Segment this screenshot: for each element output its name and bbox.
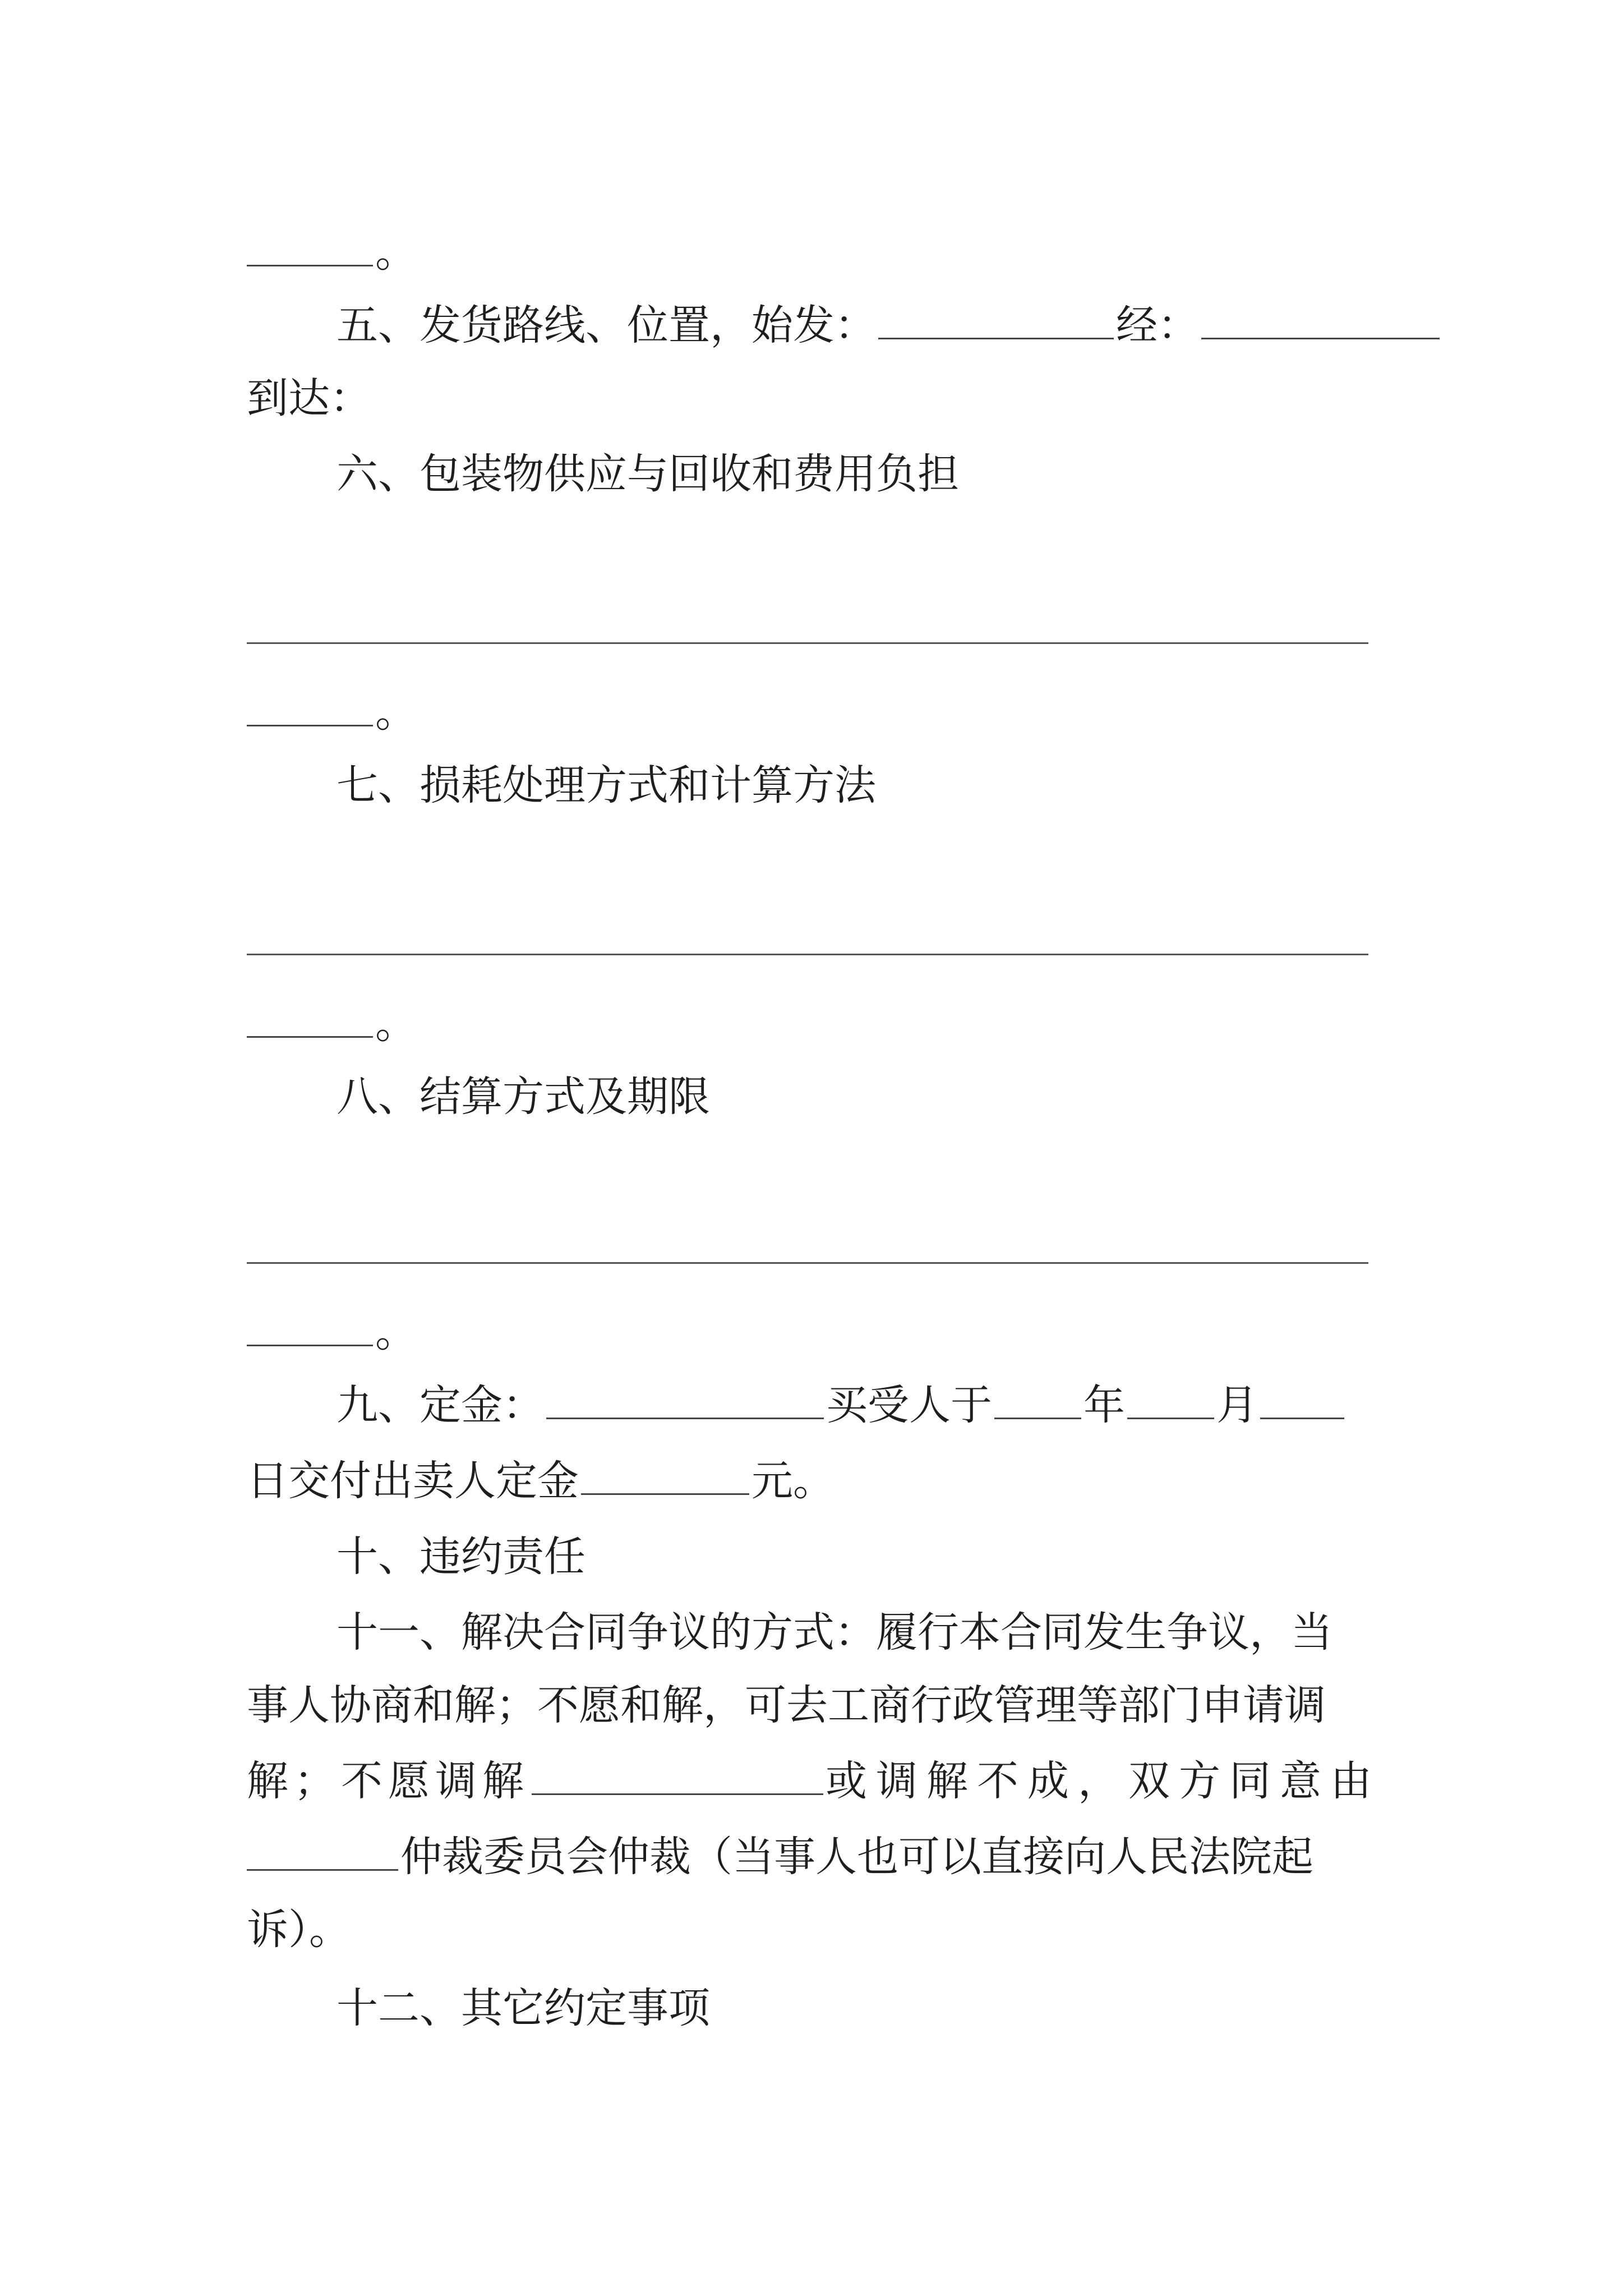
clause-11-text: 事人协商和解；不愿和解，可去工商行政管理等部门申请调 <box>247 1681 1326 1729</box>
clause-12-text: 十二、其它约定事项 <box>336 1984 710 2032</box>
month-blank <box>1127 1384 1214 1419</box>
clause-11-text: 仲裁委员会仲裁（当事人也可以直接向人民法院起 <box>400 1833 1313 1881</box>
period-text: 。 <box>375 228 417 277</box>
doc-line-6 <box>247 684 417 740</box>
clause-5-line <box>336 297 1442 353</box>
via-blank <box>1201 304 1440 339</box>
month-label: 月 <box>1216 1381 1258 1429</box>
fill-blank <box>247 231 373 266</box>
clause-8-heading <box>336 1069 710 1125</box>
clause-5-text: 五、发货路线、位置，始发： <box>336 301 876 349</box>
clause-11-line-4 <box>247 1829 1313 1885</box>
doc-line-9 <box>247 996 417 1052</box>
arbitration-blank <box>247 1835 398 1871</box>
year-label: 年 <box>1083 1381 1125 1429</box>
clause-11-line-1 <box>336 1604 1332 1660</box>
deposit-label: 九、定金： <box>336 1381 544 1429</box>
clause-7-heading <box>336 757 876 813</box>
fill-blank <box>247 1311 373 1346</box>
clause-11-line-5 <box>247 1902 351 1958</box>
clause-11-text: 十一、解决合同争议的方式：履行本合同发生争议，当 <box>336 1608 1332 1657</box>
period-text: 。 <box>375 1000 417 1048</box>
currency-text: 元。 <box>751 1457 834 1505</box>
doc-line-12 <box>247 1304 417 1360</box>
day-blank <box>1260 1384 1344 1419</box>
doc-line-1 <box>247 224 417 280</box>
clause-7-text: 七、损耗处理方式和计算方法 <box>336 761 876 809</box>
period-text: 。 <box>375 1308 417 1356</box>
fill-blank <box>247 1002 373 1038</box>
clause-12-heading <box>336 1980 710 2036</box>
via-label: 经： <box>1116 301 1199 349</box>
year-blank <box>994 1384 1081 1419</box>
deposit-payment-text: 日交付出卖人定金 <box>247 1457 579 1505</box>
clause-11-text: 或调解不成，双方同意由 <box>826 1757 1381 1805</box>
deposit-blank <box>546 1384 824 1419</box>
fill-rule <box>247 954 1368 955</box>
origin-blank <box>878 304 1114 339</box>
period-text: 。 <box>375 688 417 737</box>
destination-line <box>247 370 371 426</box>
clause-11-line-3 <box>247 1753 1381 1809</box>
clause-11-text: 解；不愿调解 <box>247 1757 529 1805</box>
fill-blank <box>247 691 373 726</box>
clause-9-line <box>336 1377 1347 1433</box>
buyer-text: 买受人于 <box>826 1381 992 1429</box>
fill-rule <box>247 642 1368 644</box>
deposit-amount-line <box>247 1453 834 1509</box>
fill-rule <box>247 1262 1368 1264</box>
clause-8-text: 八、结算方式及期限 <box>336 1073 710 1121</box>
mediation-blank <box>532 1760 823 1795</box>
amount-blank <box>581 1460 749 1495</box>
clause-10-text: 十、违约责任 <box>336 1533 585 1581</box>
clause-11-text: 诉）。 <box>247 1906 351 1954</box>
clause-11-line-2 <box>247 1677 1326 1733</box>
clause-6-text: 六、包装物供应与回收和费用负担 <box>336 450 959 498</box>
clause-6-heading <box>336 446 959 502</box>
destination-label: 到达： <box>247 374 371 422</box>
clause-10-heading <box>336 1529 585 1585</box>
